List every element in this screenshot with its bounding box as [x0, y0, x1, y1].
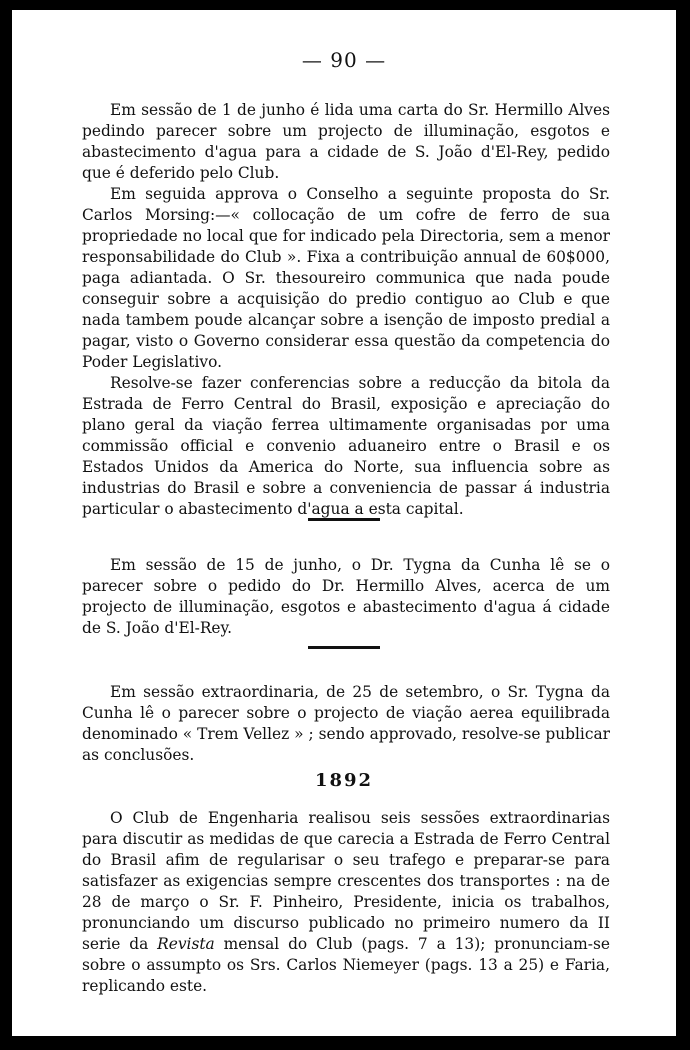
section-divider [308, 646, 380, 649]
page-sheet [10, 8, 678, 1038]
section-september-25 [82, 682, 610, 766]
section-1892 [82, 808, 610, 997]
paragraph: Em sessão de 15 de junho, o Dr. Tygna da Cunha lê se o parecer sobre o pedido do Dr. Hermillo Alves, acerca de um projecto de illuminação, esgotos e abastecimento d'agua á cidade de S. João d'El-Rey. [82, 556, 610, 637]
section-divider [308, 518, 380, 521]
paragraph: Em sessão de 1 de junho é lida uma carta do Sr. Hermillo Alves pedindo parecer sobre um projecto de illuminação, esgotos e abastecimento d'agua para a cidade de S. João d'El-Rey, pedido que é deferido pelo Club. [82, 101, 610, 182]
year-heading: 1892 [314, 770, 374, 791]
paragraph-text: mensal do Club (pags. 7 a 13); pronunciam-se sobre o assumpto os Srs. Carlos Niemeyer (pags. 13 a 25) e Faria, replicando este. [82, 935, 610, 995]
paragraph: Em seguida approva o Conselho a seguinte proposta do Sr. Carlos Morsing:—« collocação de um cofre de ferro de sua propriedade no local que for indicado pela Directoria, sem a menor responsabilidade do Club ». Fixa a contribuição annual de 60$000, paga adiantada. O Sr. thesoureiro communica que nada poude conseguir sobre a acquisição do predio contiguo ao Club e que nada tambem poude alcançar sobre a isenção de imposto predial a pagar, visto o Governo considerar essa questão da competencia do Poder Legislativo. [82, 185, 610, 371]
section-june-15 [82, 555, 610, 639]
paragraph: Em sessão extraordinaria, de 25 de setembro, o Sr. Tygna da Cunha lê o parecer sobre o projecto de viação aerea equilibrada denominado « Trem Vellez » ; sendo approvado, resolve-se publicar as conclusões. [82, 683, 610, 764]
journal-title: Revista [157, 935, 215, 953]
paragraph [82, 808, 610, 997]
paragraph: Resolve-se fazer conferencias sobre a reducção da bitola da Estrada de Ferro Central do Brasil, exposição e apreciação do plano geral da viação ferrea ultimamente organisadas por uma commissão official e convenio aduaneiro entre o Brasil e os Estados Unidos da America do Norte, sua influencia sobre as industrias do Brasil e sobre a conveniencia de passar á industria particular o abastecimento d'agua a esta capital. [82, 374, 610, 518]
page-number: — 90 — [301, 48, 387, 72]
section-june-1 [82, 100, 610, 520]
paragraph-text: O Club de Engenharia realisou seis sessões extraordinarias para discutir as medidas de que carecia a Estrada de Ferro Central do Brasil afim de regularisar o seu trafego e preparar-se para satisfazer as exigencias sempre crescentes dos transportes : na de 28 de março o Sr. F. Pinheiro, Presidente, inicia os trabalhos, pronunciando um discurso publicado no primeiro numero da II serie da [82, 809, 610, 953]
